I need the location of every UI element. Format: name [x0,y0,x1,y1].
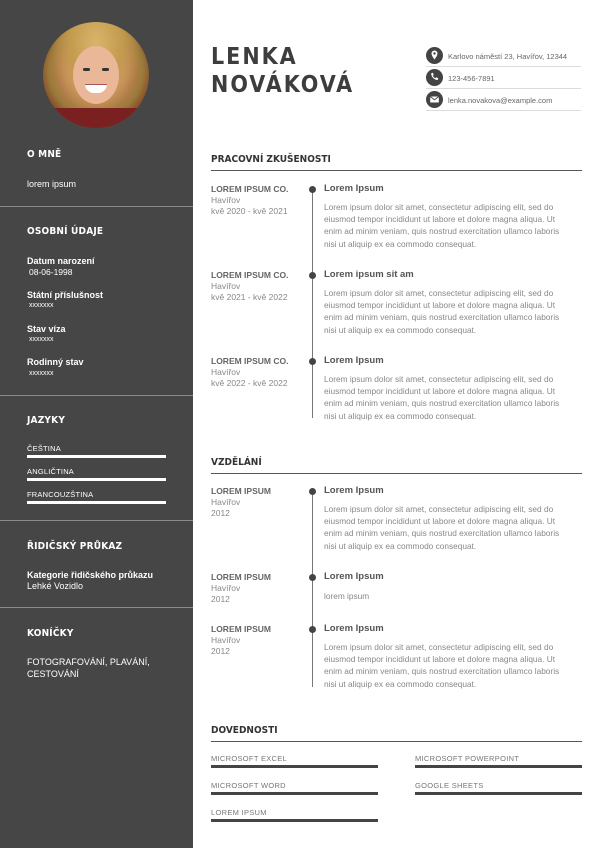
job-dates: kvě 2022 - kvě 2022 [211,378,288,388]
education-description: Lorem ipsum dolor sit amet, consectetur adipiscing elit, sed do eiusmod tempor incididunt ut labore et dolore magna aliqua. Ut enim ad minim veniam, quis nostrud exercitation ullamco laboris nisi ut aliquip ex ea commodo consequat. [324,642,560,689]
school-year: 2012 [211,508,230,518]
timeline-dot [309,358,316,365]
divider [0,607,193,608]
job-title: Lorem Ipsum [324,183,384,194]
language-level-bar [27,501,166,504]
education-heading: VZDĚLÁNÍ [211,457,262,468]
skill-level-bar [415,792,582,795]
company-city: Havířov [211,195,241,205]
company-name: LOREM IPSUM CO. [211,270,289,280]
skill-level-bar [211,765,378,768]
education-title: Lorem Ipsum [324,623,384,634]
divider [0,520,193,521]
education-title: Lorem Ipsum [324,571,384,582]
experience-timeline [312,188,313,418]
timeline-dot [309,488,316,495]
hobbies-heading: KONÍČKY [27,628,74,639]
school-year: 2012 [211,594,230,604]
skill-name: MICROSOFT EXCEL [211,754,288,763]
personal-value: xxxxxxx [29,336,54,343]
skill-name: MICROSOFT POWERPOINT [415,754,520,763]
education-title: Lorem Ipsum [324,485,384,496]
license-value: Lehké Vozidlo [27,581,84,591]
timeline-dot [309,574,316,581]
job-title: Lorem Ipsum [324,355,384,366]
company-name: LOREM IPSUM CO. [211,184,289,194]
company-city: Havířov [211,367,241,377]
languages-heading: JAZYKY [27,415,66,426]
divider [0,395,193,396]
contact-divider [426,110,581,111]
divider [0,206,193,207]
job-description: Lorem ipsum dolor sit amet, consectetur adipiscing elit, sed do eiusmod tempor incididunt ut labore et dolore magna aliqua. Ut enim ad minim veniam, quis nostrud exercitation ullamco laboris nisi ut aliquip ex ea commodo consequat. [324,374,560,421]
email-text[interactable]: lenka.novakova@example.com [448,96,553,105]
company-name: LOREM IPSUM CO. [211,356,289,366]
job-dates: kvě 2020 - kvě 2021 [211,206,288,216]
school-city: Havířov [211,497,241,507]
personal-label: Datum narození [27,256,95,266]
skill-level-bar [211,819,378,822]
education-timeline [312,490,313,687]
skill-name: LOREM IPSUM [211,808,267,817]
about-heading: O MNĚ [27,149,62,160]
contact-divider [426,66,581,67]
personal-label: Stav víza [27,324,66,334]
phone-icon [426,69,443,86]
school-year: 2012 [211,646,230,656]
envelope-icon [426,91,443,108]
job-description: Lorem ipsum dolor sit amet, consectetur adipiscing elit, sed do eiusmod tempor incididunt ut labore et dolore magna aliqua. Ut enim ad minim veniam, quis nostrud exercitation ullamco laboris nisi ut aliquip ex ea commodo consequat. [324,288,560,335]
school-city: Havířov [211,635,241,645]
personal-label: Státní příslušnost [27,290,104,300]
skill-level-bar [415,765,582,768]
section-divider [211,170,582,171]
address-text: Karlovo náměstí 23, Havířov, 12344 [448,52,568,61]
school-name: LOREM IPSUM [211,624,271,634]
location-pin-icon [426,47,443,64]
language-level-bar [27,478,166,481]
language-name: ČEŠTINA [27,444,61,453]
personal-label: Rodinný stav [27,357,84,367]
experience-heading: PRACOVNÍ ZKUŠENOSTI [211,154,331,165]
phone-text[interactable]: 123-456-7891 [448,74,495,83]
skill-level-bar [211,792,378,795]
language-level-bar [27,455,166,458]
license-heading: ŘIDIČSKÝ PRŮKAZ [27,541,123,552]
skill-name: MICROSOFT WORD [211,781,286,790]
personal-heading: OSOBNÍ ÚDAJE [27,226,104,237]
contact-divider [426,88,581,89]
timeline-dot [309,186,316,193]
school-name: LOREM IPSUM [211,486,271,496]
about-text: lorem ipsum [27,179,77,189]
job-title: Lorem ipsum sit am [324,269,414,280]
language-name: ANGLIČTINA [27,467,75,476]
skills-heading: DOVEDNOSTI [211,725,278,736]
sidebar [0,0,193,848]
company-city: Havířov [211,281,241,291]
education-description: Lorem ipsum dolor sit amet, consectetur adipiscing elit, sed do eiusmod tempor incididunt ut labore et dolore magna aliqua. Ut enim ad minim veniam, quis nostrud exercitation ullamco laboris nisi ut aliquip ex ea commodo consequat. [324,504,560,551]
education-description: lorem ipsum [324,591,370,601]
skill-name: GOOGLE SHEETS [415,781,484,790]
profile-photo [43,22,149,128]
section-divider [211,473,582,474]
timeline-dot [309,626,316,633]
job-description: Lorem ipsum dolor sit amet, consectetur adipiscing elit, sed do eiusmod tempor incididunt ut labore et dolore magna aliqua. Ut enim ad minim veniam, quis nostrud exercitation ullamco laboris nisi ut aliquip ex ea commodo consequat. [324,202,560,249]
license-label: Kategorie řidičského průkazu [27,570,154,580]
personal-value: xxxxxxx [29,302,54,309]
first-name: LENKA [211,44,298,70]
school-name: LOREM IPSUM [211,572,271,582]
job-dates: kvě 2021 - kvě 2022 [211,292,288,302]
section-divider [211,741,582,742]
last-name: NOVÁKOVÁ [211,72,355,98]
hobbies-text: CESTOVÁNÍ [27,669,79,679]
school-city: Havířov [211,583,241,593]
timeline-dot [309,272,316,279]
personal-value: xxxxxxx [29,370,54,377]
personal-value: 08-06-1998 [29,267,73,277]
hobbies-text: FOTOGRAFOVÁNÍ, PLAVÁNÍ, [27,657,150,667]
language-name: FRANCOUZŠTINA [27,490,94,499]
